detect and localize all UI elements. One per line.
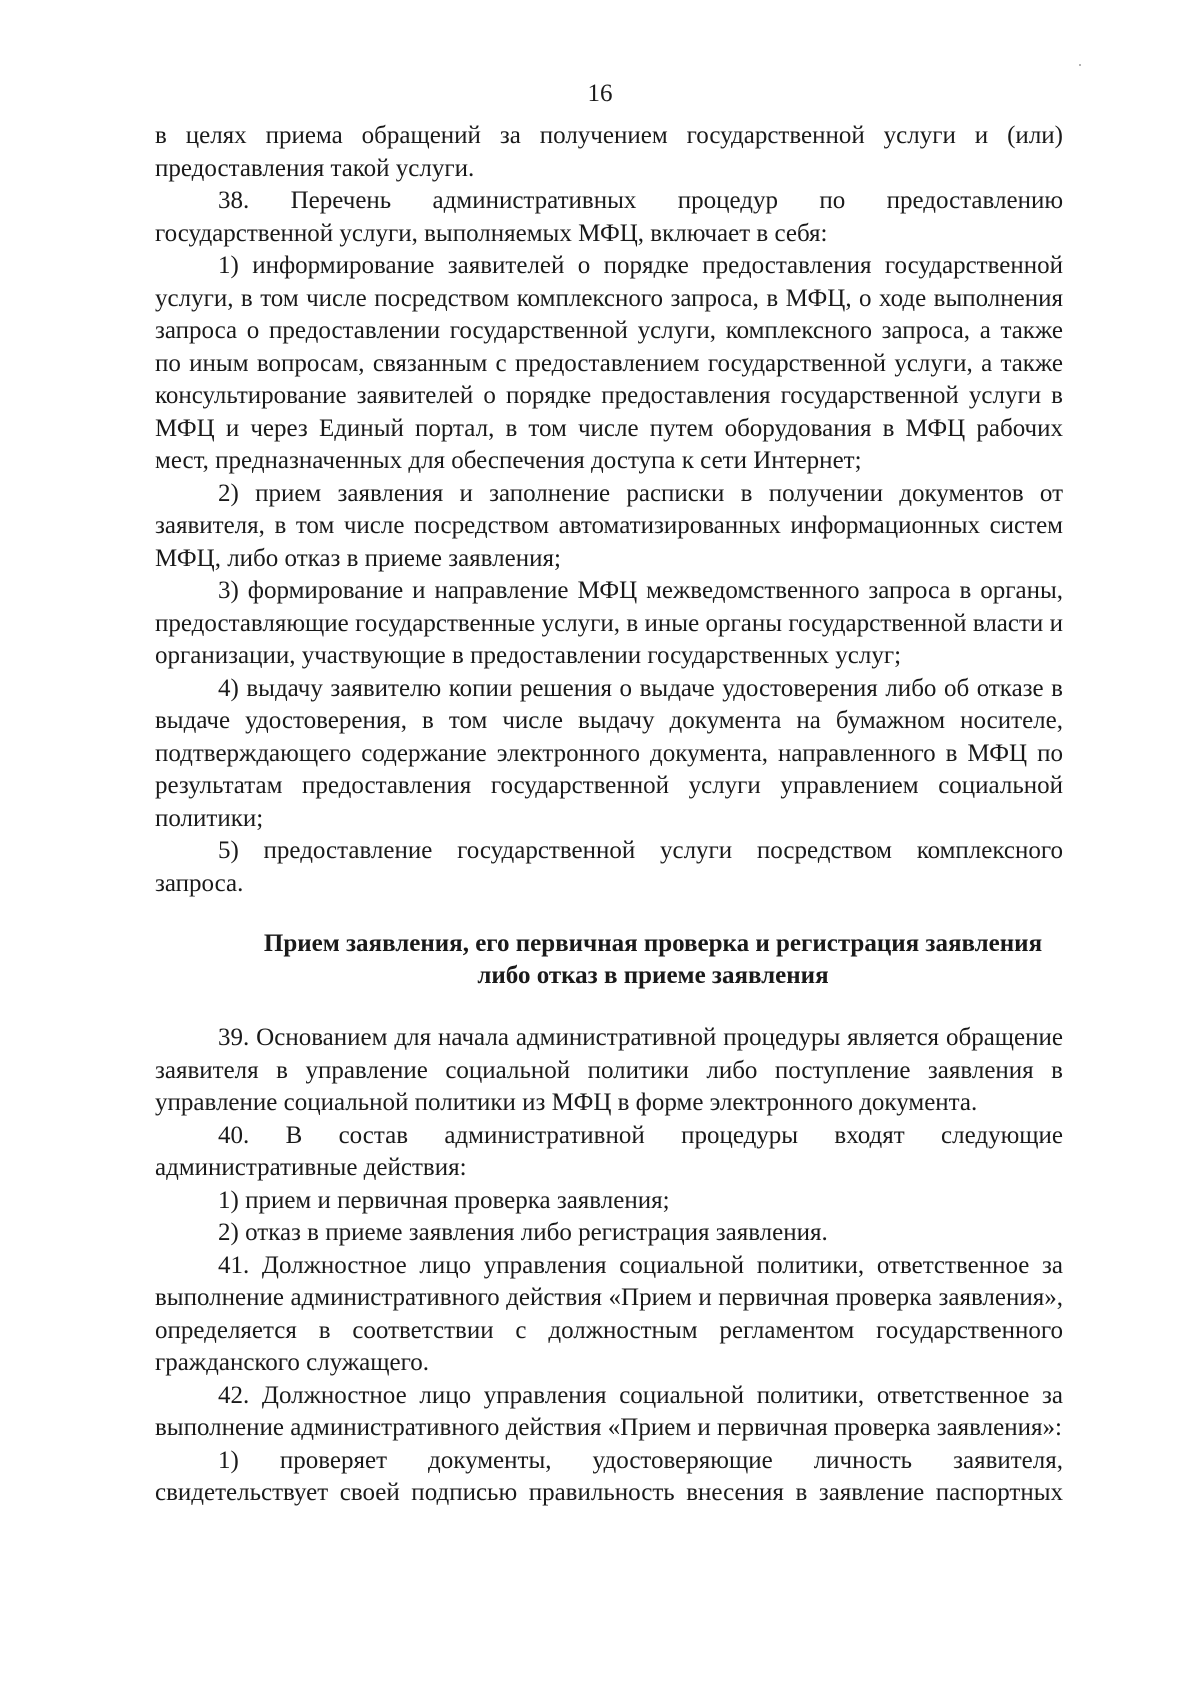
paragraph-39: 39. Основанием для начала административной процедуры является обращение заявителя в управление социальной политики либо поступление заявления в управление социальной политики из МФЦ в форме электронного документа. bbox=[155, 1024, 1063, 1116]
paragraph-40-item-1: 1) прием и первичная проверка заявления; bbox=[218, 1186, 670, 1214]
paragraph-38: 38. Перечень административных процедур по предоставлению государственной услуги, выполняемых МФЦ, включает в себя: bbox=[155, 187, 1063, 247]
paragraph-42: 42. Должностное лицо управления социальной политики, ответственное за выполнение административного действия «Прием и первичная проверка заявления»: bbox=[155, 1381, 1063, 1441]
paragraph-continuation: в целях приема обращений за получением государственной услуги и (или) предоставления такой услуги. bbox=[155, 122, 1063, 182]
scan-speck bbox=[1079, 64, 1081, 66]
paragraph-38-item-1: 1) информирование заявителей о порядке предоставления государственной услуги, в том числе посредством комплексного запроса, в МФЦ, о ходе выполнения запроса о предоставлении государственной услуги, комплексного запроса, а также по иным вопросам, связанным с предоставлением государственной услуги, а также консультирование заявителей о порядке предоставления государственной услуги в МФЦ и через Единый портал, в том числе путем оборудования в МФЦ рабочих мест, предназначенных для обеспечения доступа к сети Интернет; bbox=[155, 252, 1063, 474]
paragraph-40-item-2: 2) отказ в приеме заявления либо регистрация заявления. bbox=[218, 1219, 828, 1246]
section-heading-line-2: либо отказ в приеме заявления bbox=[477, 962, 829, 989]
paragraph-38-item-3: 3) формирование и направление МФЦ межведомственного запроса в органы, предоставляющие государственные услуги, в иные органы государственной власти и организации, участвующие в предоставлении государственных услуг; bbox=[155, 577, 1063, 669]
section-heading-line-1: Прием заявления, его первичная проверка и регистрация заявления bbox=[263, 930, 1043, 957]
section-heading bbox=[155, 928, 1063, 992]
paragraph-38-item-2: 2) прием заявления и заполнение расписки в получении документов от заявителя, в том числе посредством автоматизированных информационных систем МФЦ, либо отказ в приеме заявления; bbox=[155, 479, 1063, 572]
document-body bbox=[155, 120, 1063, 1510]
paragraph-38-item-5: 5) предоставление государственной услуги посредством комплексного запроса. bbox=[155, 837, 1063, 897]
page-number: 16 bbox=[587, 80, 613, 107]
paragraph-42-item-1: 1) проверяет документы, удостоверяющие личность заявителя, свидетельствует своей подписью правильность внесения в заявление паспортных bbox=[155, 1446, 1063, 1506]
paragraph-38-item-4: 4) выдачу заявителю копии решения о выдаче удостоверения либо об отказе в выдаче удостоверения, в том числе выдачу документа на бумажном носителе, подтверждающего содержание электронного документа, направленного в МФЦ по результатам предоставления государственной услуги управлением социальной политики; bbox=[155, 674, 1063, 832]
paragraph-40: 40. В состав административной процедуры входят следующие административные действия: bbox=[155, 1121, 1063, 1181]
paragraph-41: 41. Должностное лицо управления социальной политики, ответственное за выполнение административного действия «Прием и первичная проверка заявления», определяется в соответствии с должностным регламентом государственного гражданского служащего. bbox=[155, 1251, 1063, 1376]
